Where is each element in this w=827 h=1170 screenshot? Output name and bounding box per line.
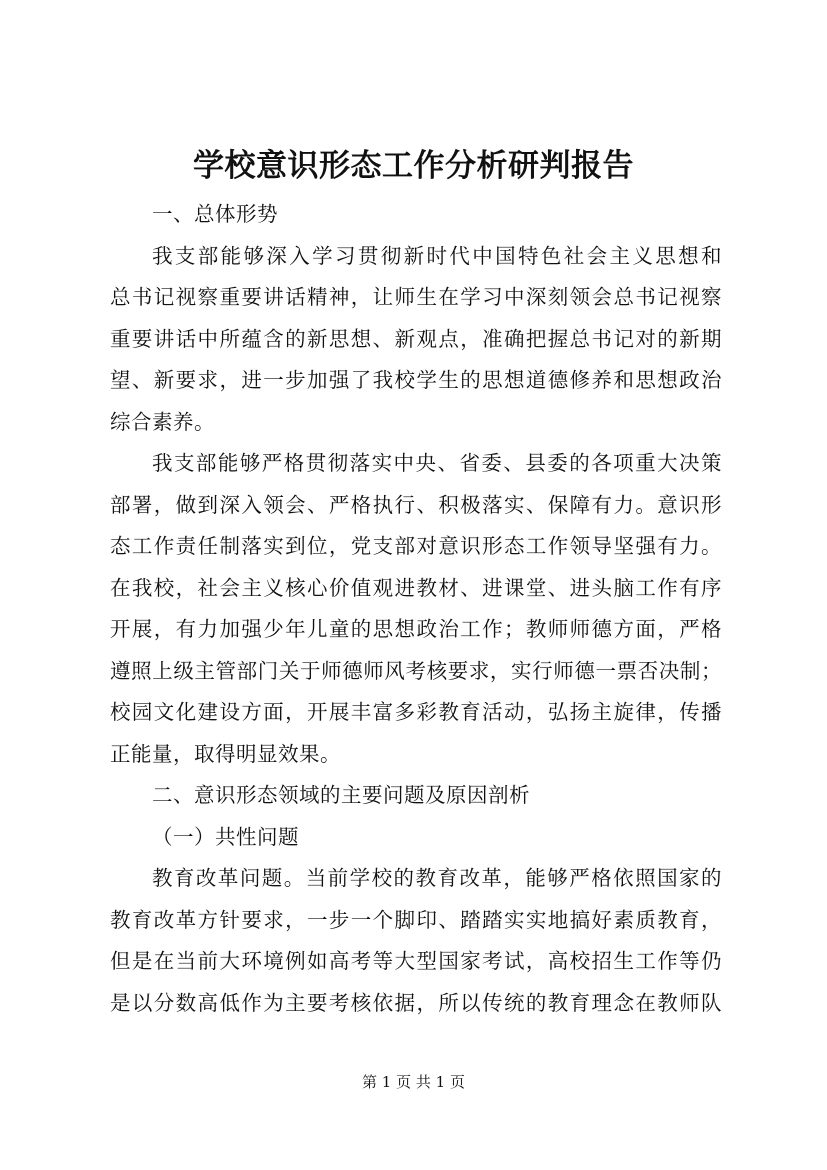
paragraph-line: 态工作责任制落实到位，党支部对意识形态工作领导坚强有力。 xyxy=(110,534,722,558)
paragraph-line: 我支部能够严格贯彻落实中央、省委、县委的各项重大决策 xyxy=(152,451,722,475)
subsection-heading-common-problems: （一）共性问题 xyxy=(152,824,299,849)
paragraph-line: 遵照上级主管部门关于师德师风考核要求，实行师德一票否决制； xyxy=(110,658,722,683)
paragraph-line: 正能量，取得明显效果。 xyxy=(110,741,341,766)
section-heading-overall-situation: 一、总体形势 xyxy=(152,202,278,226)
document-body xyxy=(110,194,722,1024)
paragraph-line: 我支部能够深入学习贯彻新时代中国特色社会主义思想和 xyxy=(152,243,722,268)
page-footer: 第 1 页 共 1 页 xyxy=(362,1073,465,1091)
paragraph-line: 但是在当前大环境例如高考等大型国家考试，高校招生工作等仍 xyxy=(110,949,722,973)
paragraph-line: 总书记视察重要讲话精神，让师生在学习中深刻领会总书记视察 xyxy=(110,285,722,309)
paragraph-line: 综合素养。 xyxy=(110,409,215,434)
paragraph-line: 校园文化建设方面，开展丰富多彩教育活动，弘扬主旋律，传播 xyxy=(110,700,722,724)
paragraph-line: 望、新要求，进一步加强了我校学生的思想道德修养和思想政治 xyxy=(110,368,722,392)
section-heading-main-problems: 二、意识形态领域的主要问题及原因剖析 xyxy=(152,783,530,807)
paragraph-line: 开展，有力加强少年儿童的思想政治工作；教师师德方面，严格 xyxy=(110,617,722,641)
document-title: 学校意识形态工作分析研判报告 xyxy=(193,148,634,184)
paragraph-line: 是以分数高低作为主要考核依据，所以传统的教育理念在教师队 xyxy=(110,990,722,1015)
paragraph-line: 教育改革方针要求，一步一个脚印、踏踏实实地搞好素质教育， xyxy=(110,907,722,932)
paragraph-line: 在我校，社会主义核心价值观进教材、进课堂、进头脑工作有序 xyxy=(110,575,722,600)
paragraph-line: 教育改革问题。当前学校的教育改革，能够严格依照国家的 xyxy=(152,866,722,890)
paragraph-line: 重要讲话中所蕴含的新思想、新观点，准确把握总书记对的新期 xyxy=(110,326,722,351)
paragraph-line: 部署，做到深入领会、严格执行、积极落实、保障有力。意识形 xyxy=(110,492,722,517)
